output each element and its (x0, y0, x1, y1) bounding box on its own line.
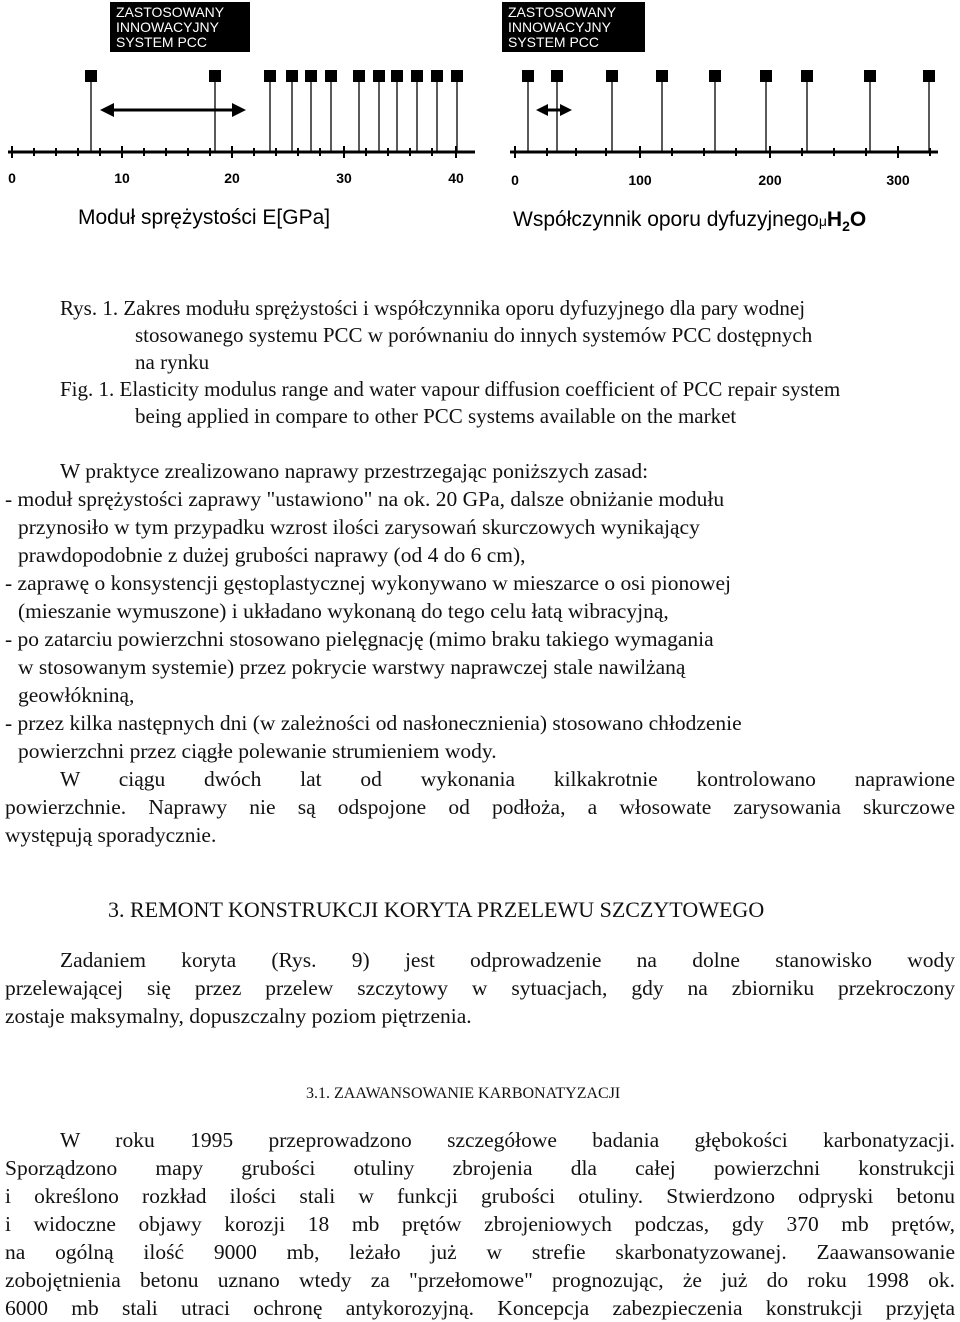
right-range-arrow (536, 104, 572, 116)
body-line: W praktyce zrealizowano naprawy przestrzegając poniższych zasad: (60, 459, 649, 483)
section-3-line: przelewającej się przez przelew szczytowy w sytuacjach, gdy na zbiorniku przekroczony (5, 976, 955, 1000)
right-tick-label: 200 (758, 172, 782, 188)
section-3-1-line: na ogólną ilość 9000 mb, leżało już w strefie skarbonatyzowanej. Zaawansowanie (5, 1240, 955, 1264)
caption-pl-line-1: Rys. 1. Zakres modułu sprężystości i współczynnika oporu dyfuzyjnego dla pary wodnej (60, 296, 806, 320)
left-tick-label: 30 (336, 170, 352, 186)
section-3-1-line: i widoczne objawy korozji 18 mb prętów zbrojeniowych podczas, gdy 370 mb prętów, (5, 1212, 955, 1236)
section-3-line: Zadaniem koryta (Rys. 9) jest odprowadzenie na dolne stanowisko wody (60, 948, 955, 972)
left-tick-label: 10 (114, 170, 130, 186)
body-line: - po zatarciu powierzchni stosowano pielęgnację (mimo braku takiego wymagania (5, 627, 714, 651)
body-line: - zaprawę o konsystencji gęstoplastycznej wykonywano w mieszarce o osi pionowej (5, 571, 732, 595)
left-label-line-3: SYSTEM PCC (116, 34, 208, 50)
body-line: geowłókniną, (18, 683, 135, 707)
body-line: (mieszanie wymuszone) i układano wykonaną do tego celu łatą wibracyjną, (18, 599, 669, 623)
body-line: przynosiło w tym przypadku wzrost ilości zarysowań skurczowych wynikający (18, 515, 700, 539)
section-3-1-heading: 3.1. ZAAWANSOWANIE KARBONATYZACJI (306, 1085, 621, 1102)
figure-rys-1 (0, 0, 960, 240)
right-marker-lines (528, 82, 929, 152)
section-3-1-line: i określono rozkład ilości stali w funkcji grubości otuliny. Stwierdzono odpryski betonu (5, 1184, 955, 1208)
body-line: powierzchnie. Naprawy nie są odspojone od podłoża, a włosowate zarysowania skurczowe (5, 795, 955, 819)
body-line: prawdopodobnie z dużej grubości naprawy (od 4 do 6 cm), (18, 543, 526, 567)
left-tick-label: 20 (224, 170, 240, 186)
body-line: - moduł sprężystości zaprawy "ustawiono" na ok. 20 GPa, dalsze obniżanie modułu (5, 487, 725, 511)
caption-pl-line-3: na rynku (135, 350, 210, 374)
right-tick-label: 300 (886, 172, 910, 188)
right-label-line-2: INNOWACYJNY (508, 19, 611, 35)
body-line: występują sporadycznie. (5, 823, 217, 847)
caption-pl-line-2: stosowanego systemu PCC w porównaniu do innych systemów PCC dostępnych (135, 323, 813, 347)
body-line: - przez kilka następnych dni (w zależności od nasłonecznienia) stosowano chłodzenie (5, 711, 742, 735)
section-3-1-line: W roku 1995 przeprowadzono szczegółowe badania głębokości karbonatyzacji. (60, 1128, 955, 1152)
body-line: W ciągu dwóch lat od wykonania kilkakrotnie kontrolowano naprawione (60, 767, 955, 791)
section-3-1-line: Sporządzono mapy grubości otuliny zbrojenia dla całej powierzchni konstrukcji (5, 1156, 955, 1180)
right-tick-label: 100 (628, 172, 652, 188)
left-tick-label: 40 (448, 170, 464, 186)
left-axis-title: Moduł sprężystości E[GPa] (78, 206, 331, 229)
body-line: powierzchni przez ciągłe polewanie strumieniem wody. (18, 739, 497, 763)
body-line: w stosowanym systemie) przez pokrycie warstwy naprawczej stale nawilżaną (18, 655, 686, 679)
left-tick-label: 0 (8, 170, 16, 186)
right-axis-title: Współczynnik oporu dyfuzyjnegoμH$_2$O (513, 208, 867, 234)
left-label-line-1: ZASTOSOWANY (116, 4, 225, 20)
section-3-line: zostaje maksymalny, dopuszczalny poziom piętrzenia. (5, 1004, 472, 1028)
caption-en-line-2: being applied in compare to other PCC systems available on the market (135, 404, 737, 428)
section-3-1-line: 6000 mb stali utraci ochronę antykorozyjną. Koncepcja zabezpieczenia konstrukcji przyjęta (5, 1296, 955, 1320)
left-axis (8, 146, 475, 186)
left-range-arrow (100, 103, 246, 117)
left-marker-lines (91, 82, 457, 152)
left-system-markers (85, 70, 463, 82)
right-label-line-3: SYSTEM PCC (508, 34, 600, 50)
right-axis (510, 146, 938, 188)
section-3-heading: 3. REMONT KONSTRUKCJI KORYTA PRZELEWU SZCZYTOWEGO (108, 897, 765, 922)
right-system-markers (522, 70, 935, 82)
left-label-line-2: INNOWACYJNY (116, 19, 219, 35)
right-tick-label: 0 (511, 172, 519, 188)
section-3-1-line: zobojętnienia betonu uznano wtedy za "przełomowe" prognozując, że już do roku 1998 ok. (5, 1268, 955, 1292)
caption-en-line-1: Fig. 1. Elasticity modulus range and water vapour diffusion coefficient of PCC repair system (60, 377, 841, 401)
right-label-line-1: ZASTOSOWANY (508, 4, 617, 20)
